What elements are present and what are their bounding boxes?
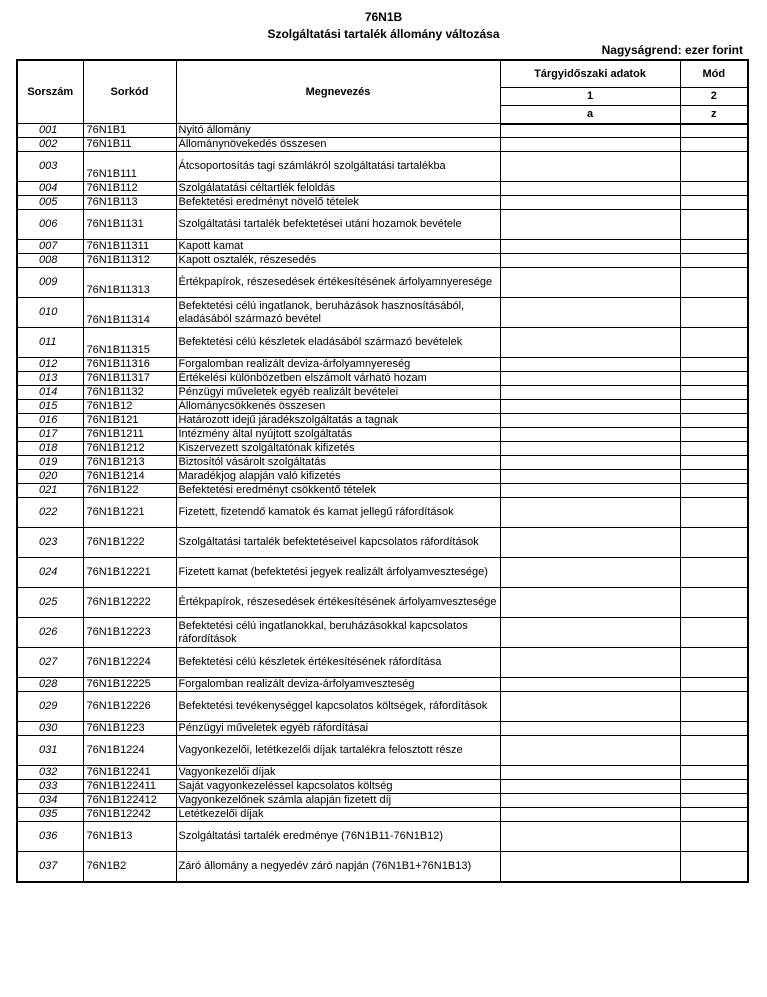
form-title: Szolgáltatási tartalék állomány változása	[267, 27, 500, 41]
value-cell[interactable]	[500, 648, 680, 678]
value-cell[interactable]	[500, 822, 680, 852]
col-header-sorkod: Sorkód	[83, 60, 176, 124]
row-code: 76N1B11316	[83, 358, 176, 372]
col-letter-z: z	[680, 105, 748, 123]
row-name: Biztosítól vásárolt szolgáltatás	[176, 456, 500, 470]
row-name: Értékpapírok, részesedések értékesítésének árfolyamnyeresége	[176, 268, 500, 298]
row-number: 005	[17, 196, 83, 210]
mode-cell[interactable]	[680, 558, 748, 588]
table-row	[17, 358, 748, 372]
mode-cell[interactable]	[680, 442, 748, 456]
row-name: Pénzügyi műveletek egyéb ráfordításai	[176, 722, 500, 736]
row-code: 76N1B1222	[83, 528, 176, 558]
value-cell[interactable]	[500, 358, 680, 372]
col-header-targyidoszaki: Tárgyidőszaki adatok	[500, 60, 680, 88]
value-cell[interactable]	[500, 442, 680, 456]
row-number: 001	[17, 124, 83, 138]
value-cell[interactable]	[500, 780, 680, 794]
value-cell[interactable]	[500, 240, 680, 254]
row-code: 76N1B12	[83, 400, 176, 414]
row-number: 025	[17, 588, 83, 618]
row-code: 76N1B13	[83, 822, 176, 852]
row-code: 76N1B122411	[83, 780, 176, 794]
row-name: Értékpapírok, részesedések értékesítésének árfolyamvesztesége	[176, 588, 500, 618]
table-row	[17, 210, 748, 240]
table-row	[17, 808, 748, 822]
row-code: 76N1B113	[83, 196, 176, 210]
value-cell[interactable]	[500, 210, 680, 240]
data-table	[16, 59, 749, 883]
row-number: 013	[17, 372, 83, 386]
table-row	[17, 484, 748, 498]
row-name: Saját vagyonkezeléssel kapcsolatos költség	[176, 780, 500, 794]
row-name: Forgalomban realizált deviza-árfolyamveszteség	[176, 678, 500, 692]
value-cell[interactable]	[500, 298, 680, 328]
row-code: 76N1B1214	[83, 470, 176, 484]
value-cell[interactable]	[500, 558, 680, 588]
mode-cell[interactable]	[680, 400, 748, 414]
row-name: Szolgáltatási tartalék befektetéseivel kapcsolatos ráfordítások	[176, 528, 500, 558]
table-body	[17, 124, 748, 882]
table-row	[17, 428, 748, 442]
value-cell[interactable]	[500, 372, 680, 386]
value-cell[interactable]	[500, 692, 680, 722]
value-cell[interactable]	[500, 852, 680, 882]
mode-cell[interactable]	[680, 692, 748, 722]
mode-cell[interactable]	[680, 372, 748, 386]
table-row	[17, 456, 748, 470]
row-code: 76N1B1213	[83, 456, 176, 470]
mode-cell[interactable]	[680, 588, 748, 618]
mode-cell[interactable]	[680, 182, 748, 196]
row-code: 76N1B12226	[83, 692, 176, 722]
table-row	[17, 298, 748, 328]
value-cell[interactable]	[500, 182, 680, 196]
table-row	[17, 268, 748, 298]
mode-cell[interactable]	[680, 152, 748, 182]
mode-cell[interactable]	[680, 766, 748, 780]
row-name: Vagyonkezelői díjak	[176, 766, 500, 780]
mode-cell[interactable]	[680, 196, 748, 210]
table-row	[17, 372, 748, 386]
row-code: 76N1B1212	[83, 442, 176, 456]
row-number: 022	[17, 498, 83, 528]
row-code: 76N1B121	[83, 414, 176, 428]
row-name: Szolgáltatási tartalék eredménye (76N1B11-76N1B12)	[176, 822, 500, 852]
row-number: 031	[17, 736, 83, 766]
row-number: 033	[17, 780, 83, 794]
row-code: 76N1B1	[83, 124, 176, 138]
row-code: 76N1B122412	[83, 794, 176, 808]
col-header-sorszam: Sorszám	[17, 60, 83, 124]
row-number: 018	[17, 442, 83, 456]
mode-cell[interactable]	[680, 254, 748, 268]
mode-cell[interactable]	[680, 210, 748, 240]
col-header-mod: Mód	[680, 60, 748, 88]
table-row	[17, 240, 748, 254]
row-number: 027	[17, 648, 83, 678]
row-code: 76N1B11	[83, 138, 176, 152]
table-row	[17, 558, 748, 588]
value-cell[interactable]	[500, 328, 680, 358]
row-code: 76N1B2	[83, 852, 176, 882]
mode-cell[interactable]	[680, 794, 748, 808]
table-row	[17, 780, 748, 794]
value-cell[interactable]	[500, 498, 680, 528]
row-number: 023	[17, 528, 83, 558]
table-row	[17, 152, 748, 182]
row-number: 006	[17, 210, 83, 240]
row-name: Befektetési célú készletek értékesítésének ráfordítása	[176, 648, 500, 678]
table-row	[17, 736, 748, 766]
row-name: Állománynövekedés összesen	[176, 138, 500, 152]
row-number: 015	[17, 400, 83, 414]
row-number: 014	[17, 386, 83, 400]
table-row	[17, 852, 748, 882]
mode-cell[interactable]	[680, 678, 748, 692]
table-row	[17, 678, 748, 692]
col-number-1: 1	[500, 88, 680, 106]
row-number: 026	[17, 618, 83, 648]
value-cell[interactable]	[500, 124, 680, 138]
mode-cell[interactable]	[680, 428, 748, 442]
table-row	[17, 124, 748, 138]
row-code: 76N1B1131	[83, 210, 176, 240]
table-row	[17, 138, 748, 152]
table-row	[17, 254, 748, 268]
mode-cell[interactable]	[680, 528, 748, 558]
value-cell[interactable]	[500, 456, 680, 470]
col-letter-a: a	[500, 105, 680, 123]
row-number: 009	[17, 268, 83, 298]
value-cell[interactable]	[500, 528, 680, 558]
row-number: 003	[17, 152, 83, 182]
row-number: 030	[17, 722, 83, 736]
row-name: Szolgáltatási tartalék befektetései utáni hozamok bevétele	[176, 210, 500, 240]
row-name: Átcsoportosítás tagi számlákról szolgáltatási tartalékba	[176, 152, 500, 182]
row-name: Fizetett, fizetendő kamatok és kamat jellegű ráfordítások	[176, 498, 500, 528]
value-cell[interactable]	[500, 808, 680, 822]
value-cell[interactable]	[500, 722, 680, 736]
row-number: 028	[17, 678, 83, 692]
row-number: 024	[17, 558, 83, 588]
mode-cell[interactable]	[680, 484, 748, 498]
table-row	[17, 196, 748, 210]
mode-cell[interactable]	[680, 780, 748, 794]
row-number: 020	[17, 470, 83, 484]
row-name: Nyitó állomány	[176, 124, 500, 138]
row-number: 017	[17, 428, 83, 442]
row-number: 004	[17, 182, 83, 196]
value-cell[interactable]	[500, 254, 680, 268]
mode-cell[interactable]	[680, 852, 748, 882]
value-cell[interactable]	[500, 152, 680, 182]
row-code: 76N1B11313	[83, 268, 176, 298]
value-cell[interactable]	[500, 794, 680, 808]
row-name: Kiszervezett szolgáltatónak kifizetés	[176, 442, 500, 456]
row-name: Forgalomban realizált deviza-árfolyamnyereség	[176, 358, 500, 372]
value-cell[interactable]	[500, 400, 680, 414]
row-code: 76N1B12224	[83, 648, 176, 678]
row-code: 76N1B12221	[83, 558, 176, 588]
row-code: 76N1B12225	[83, 678, 176, 692]
table-row	[17, 400, 748, 414]
row-number: 034	[17, 794, 83, 808]
value-cell[interactable]	[500, 766, 680, 780]
col-number-2: 2	[680, 88, 748, 106]
table-row	[17, 794, 748, 808]
unit-label: Nagyságrend: ezer forint	[601, 43, 743, 57]
row-number: 010	[17, 298, 83, 328]
value-cell[interactable]	[500, 736, 680, 766]
row-name: Kapott osztalék, részesedés	[176, 254, 500, 268]
row-code: 76N1B11311	[83, 240, 176, 254]
value-cell[interactable]	[500, 678, 680, 692]
row-number: 021	[17, 484, 83, 498]
row-name: Szolgálatatási céltartlék feloldás	[176, 182, 500, 196]
table-row	[17, 618, 748, 648]
mode-cell[interactable]	[680, 618, 748, 648]
row-number: 036	[17, 822, 83, 852]
mode-cell[interactable]	[680, 298, 748, 328]
row-name: Befektetési eredményt csökkentő tételek	[176, 484, 500, 498]
value-cell[interactable]	[500, 268, 680, 298]
row-code: 76N1B112	[83, 182, 176, 196]
table-row	[17, 766, 748, 780]
mode-cell[interactable]	[680, 328, 748, 358]
row-code: 76N1B12241	[83, 766, 176, 780]
row-name: Vagyonkezelőnek számla alapján fizetett díj	[176, 794, 500, 808]
row-code: 76N1B1211	[83, 428, 176, 442]
mode-cell[interactable]	[680, 808, 748, 822]
value-cell[interactable]	[500, 428, 680, 442]
table-row	[17, 414, 748, 428]
table-row	[17, 442, 748, 456]
row-name: Befektetési eredményt növelő tételek	[176, 196, 500, 210]
mode-cell[interactable]	[680, 138, 748, 152]
table-row	[17, 528, 748, 558]
mode-cell[interactable]	[680, 386, 748, 400]
table-row	[17, 722, 748, 736]
value-cell[interactable]	[500, 588, 680, 618]
mode-cell[interactable]	[680, 456, 748, 470]
row-number: 019	[17, 456, 83, 470]
row-code: 76N1B12222	[83, 588, 176, 618]
row-code: 76N1B1223	[83, 722, 176, 736]
value-cell[interactable]	[500, 414, 680, 428]
row-name: Határozott idejű járadékszolgáltatás a tagnak	[176, 414, 500, 428]
row-code: 76N1B11314	[83, 298, 176, 328]
mode-cell[interactable]	[680, 736, 748, 766]
value-cell[interactable]	[500, 386, 680, 400]
row-name: Állománycsökkenés összesen	[176, 400, 500, 414]
row-number: 032	[17, 766, 83, 780]
row-name: Pénzügyi műveletek egyéb realizált bevételei	[176, 386, 500, 400]
table-row	[17, 386, 748, 400]
row-number: 002	[17, 138, 83, 152]
value-cell[interactable]	[500, 618, 680, 648]
row-number: 035	[17, 808, 83, 822]
row-name: Vagyonkezelői, letétkezelői díjak tartalékra felosztott része	[176, 736, 500, 766]
row-name: Intézmény által nyújtott szolgáltatás	[176, 428, 500, 442]
row-code: 76N1B12223	[83, 618, 176, 648]
mode-cell[interactable]	[680, 822, 748, 852]
row-code: 76N1B111	[83, 152, 176, 182]
row-name: Kapott kamat	[176, 240, 500, 254]
table-row	[17, 648, 748, 678]
mode-cell[interactable]	[680, 240, 748, 254]
mode-cell[interactable]	[680, 470, 748, 484]
row-code: 76N1B11317	[83, 372, 176, 386]
form-code: 76N1B	[364, 10, 403, 24]
mode-cell[interactable]	[680, 498, 748, 528]
row-number: 012	[17, 358, 83, 372]
table-row	[17, 588, 748, 618]
row-code: 76N1B122	[83, 484, 176, 498]
col-header-megnevezes: Megnevezés	[176, 60, 500, 124]
table-row	[17, 328, 748, 358]
row-name: Letétkezelői díjak	[176, 808, 500, 822]
row-number: 008	[17, 254, 83, 268]
table-row	[17, 182, 748, 196]
table-row	[17, 692, 748, 722]
row-name: Befektetési tevékenységgel kapcsolatos költségek, ráfordítások	[176, 692, 500, 722]
row-code: 76N1B1132	[83, 386, 176, 400]
row-name: Befektetési célú ingatlanokkal, beruházásokkal kapcsolatos ráfordítások	[176, 618, 500, 648]
value-cell[interactable]	[500, 484, 680, 498]
value-cell[interactable]	[500, 470, 680, 484]
table-row	[17, 822, 748, 852]
value-cell[interactable]	[500, 138, 680, 152]
row-code: 76N1B12242	[83, 808, 176, 822]
row-number: 037	[17, 852, 83, 882]
row-code: 76N1B11312	[83, 254, 176, 268]
row-name: Maradékjog alapján való kifizetés	[176, 470, 500, 484]
row-number: 016	[17, 414, 83, 428]
table-row	[17, 498, 748, 528]
mode-cell[interactable]	[680, 124, 748, 138]
mode-cell[interactable]	[680, 358, 748, 372]
row-code: 76N1B1221	[83, 498, 176, 528]
row-number: 029	[17, 692, 83, 722]
mode-cell[interactable]	[680, 414, 748, 428]
mode-cell[interactable]	[680, 722, 748, 736]
value-cell[interactable]	[500, 196, 680, 210]
mode-cell[interactable]	[680, 648, 748, 678]
row-code: 76N1B11315	[83, 328, 176, 358]
row-name: Záró állomány a negyedév záró napján (76N1B1+76N1B13)	[176, 852, 500, 882]
row-name: Befektetési célú ingatlanok, beruházások hasznosításából, eladásából származó bevétel	[176, 298, 500, 328]
row-name: Befektetési célú készletek eladásából származó bevételek	[176, 328, 500, 358]
row-code: 76N1B1224	[83, 736, 176, 766]
row-name: Fizetett kamat (befektetési jegyek realizált árfolyamvesztesége)	[176, 558, 500, 588]
row-number: 011	[17, 328, 83, 358]
mode-cell[interactable]	[680, 268, 748, 298]
row-number: 007	[17, 240, 83, 254]
row-name: Értékelési különbözetben elszámolt várható hozam	[176, 372, 500, 386]
table-row	[17, 470, 748, 484]
